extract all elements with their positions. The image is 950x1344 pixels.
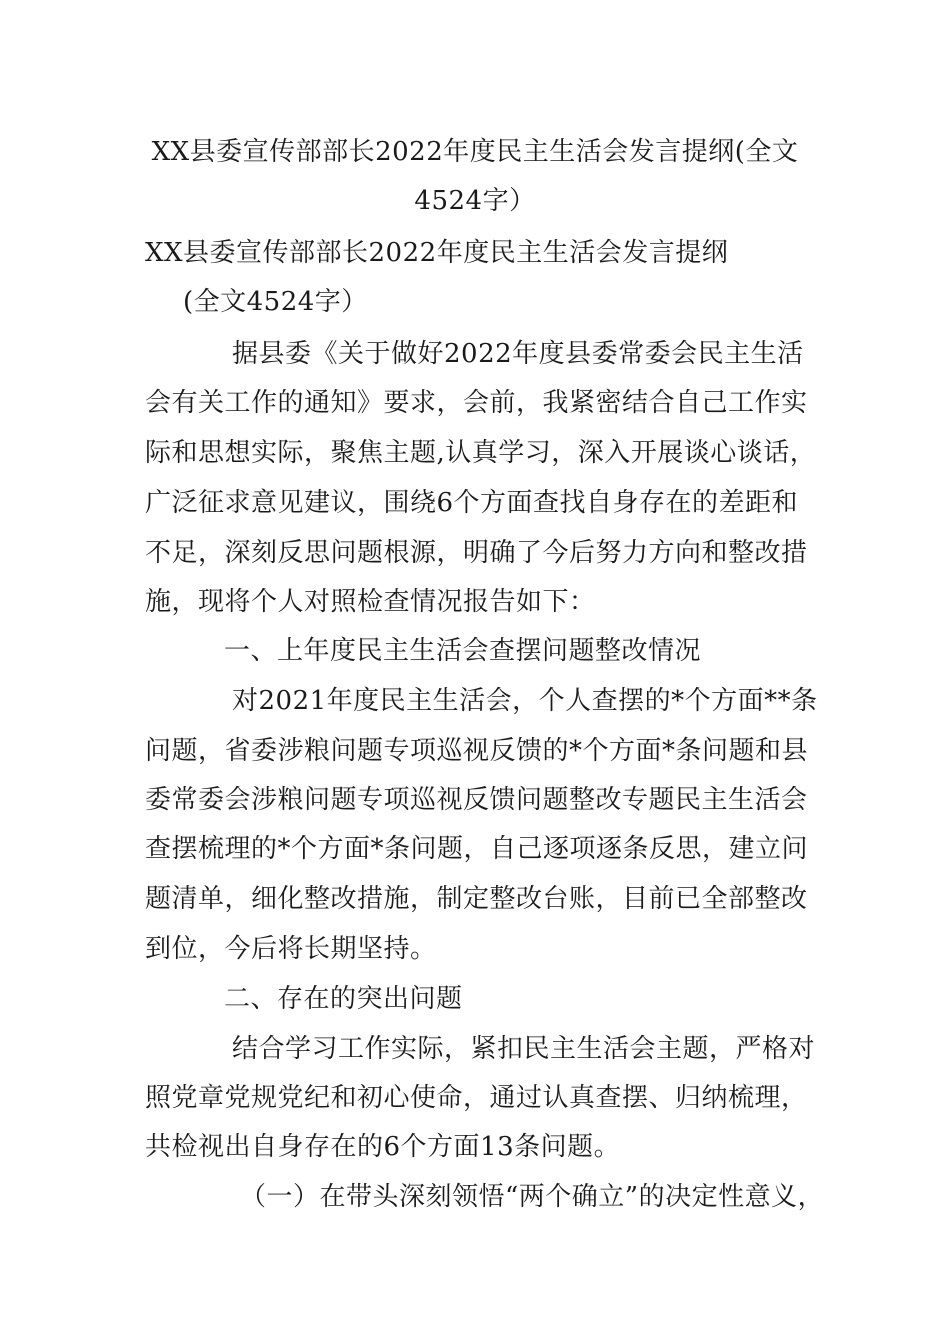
section2-line: 照党章党规党纪和初心使命，通过认真查摆、归纳梳理， <box>145 1083 808 1113</box>
intro-line: 会有关工作的通知》要求，会前，我紧密结合自己工作实 <box>145 388 808 418</box>
section2-line: 共检视出自身存在的6个方面13条问题。 <box>145 1132 621 1162</box>
intro-line: 广泛征求意见建议，围绕6个方面查找自身存在的差距和 <box>145 488 799 518</box>
subsection-heading-1: （一）在带头深刻领悟“两个确立”的决定性意义， <box>240 1182 825 1212</box>
section-heading-2: 二、存在的突出问题 <box>224 984 463 1014</box>
section1-line: 对2021年度民主生活会，个人查摆的*个方面**条 <box>232 686 818 716</box>
section1-line: 到位，今后将长期坚持。 <box>145 934 437 964</box>
section1-line: 问题，省委涉粮问题专项巡视反馈的*个方面*条问题和县 <box>145 736 809 766</box>
document-subtitle-line-1: XX县委宣传部部长2022年度民主生活会发言提纲 <box>145 238 729 268</box>
intro-line: 不足，深刻反思问题根源，明确了今后努力方向和整改措 <box>145 538 808 568</box>
intro-line: 据县委《关于做好2022年度县委常委会民主生活 <box>232 339 804 369</box>
section1-line: 题清单，细化整改措施，制定整改台账，目前已全部整改 <box>145 884 808 914</box>
document-title-line-1: XX县委宣传部部长2022年度民主生活会发言提纲(全文 <box>151 137 799 167</box>
section1-line: 查摆梳理的*个方面*条问题，自己逐项逐条反思，建立问 <box>145 834 809 864</box>
section-heading-1: 一、上年度民主生活会查摆问题整改情况 <box>224 636 702 666</box>
section2-line: 结合学习工作实际，紧扣民主生活会主题，严格对 <box>232 1034 816 1064</box>
document-subtitle-line-2: (全文4524字） <box>183 287 368 317</box>
document-title-line-2: 4524字） <box>414 186 536 216</box>
intro-line: 施，现将个人对照检查情况报告如下： <box>145 587 596 617</box>
intro-line: 际和思想实际，聚焦主题,认真学习，深入开展谈心谈话， <box>145 438 817 468</box>
section1-line: 委常委会涉粮问题专项巡视反馈问题整改专题民主生活会 <box>145 785 808 815</box>
